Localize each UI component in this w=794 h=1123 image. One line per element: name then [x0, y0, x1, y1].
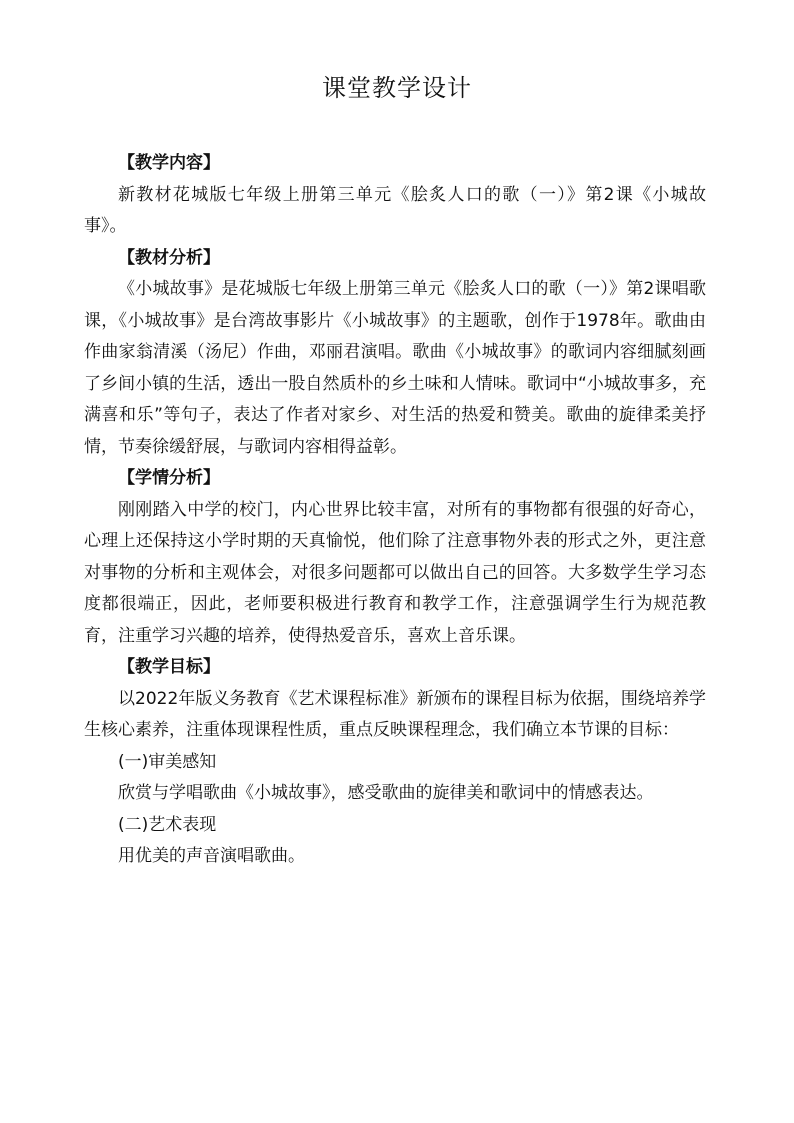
- document-title: 课堂教学设计: [322, 74, 472, 102]
- section-heading-material-analysis: 【教材分析】: [118, 247, 220, 268]
- section-heading-teaching-content: 【教学内容】: [118, 153, 220, 173]
- paragraph-material-analysis: 《小城故事》是花城版七年级上册第三单元《脍炙人口的歌（一）》第2课唱歌课，《小城故事》是台湾故事影片《小城故事》的主题歌，创作于1978年。歌曲由作曲家翁清溪（汤尼）作曲，邓丽君演唱。歌曲《小城故事》的歌词内容细腻刻画了乡间小镇的生活，透出一股自然质朴的乡土味和人情味。歌词中“小城故事多，充满喜和乐”等句子，表达了作者对家乡、对生活的热爱和赞美。歌曲的旋律柔美抒情，节奏徐缓舒展，与歌词内容相得益彰。: [84, 279, 706, 457]
- goal-label-aesthetic-perception: (一)审美感知: [118, 751, 217, 772]
- paragraph-teaching-content: 新教材花城版七年级上册第三单元《脍炙人口的歌（一）》第2课《小城故事》。: [84, 184, 706, 236]
- goal-label-artistic-expression: (二)艺术表现: [118, 814, 217, 835]
- document-body: [84, 148, 706, 873]
- section-heading-teaching-goals: 【教学目标】: [118, 657, 220, 677]
- goal-text-artistic-expression: 用优美的声音演唱歌曲。: [118, 846, 305, 866]
- paragraph-student-analysis: 刚刚踏入中学的校门，内心世界比较丰富，对所有的事物都有很强的好奇心，心理上还保持这小学时期的天真愉悦，他们除了注意事物外表的形式之外，更注意对事物的分析和主观体会，对很多问题都可以做出自己的回答。大多数学生学习态度都很端正，因此，老师要积极进行教育和教学工作，注意强调学生行为规范教育，注重学习兴趣的培养，使得热爱音乐，喜欢上音乐课。: [84, 499, 706, 646]
- paragraph-teaching-goals: 以2022年版义务教育《艺术课程标准》新颁布的课程目标为依据，围绕培养学生核心素养，注重体现课程性质，重点反映课程理念，我们确立本节课的目标：: [84, 688, 706, 740]
- section-heading-student-analysis: 【学情分析】: [118, 468, 220, 488]
- goal-text-aesthetic-perception: 欣赏与学唱歌曲《小城故事》，感受歌曲的旋律美和歌词中的情感表达。: [118, 783, 654, 803]
